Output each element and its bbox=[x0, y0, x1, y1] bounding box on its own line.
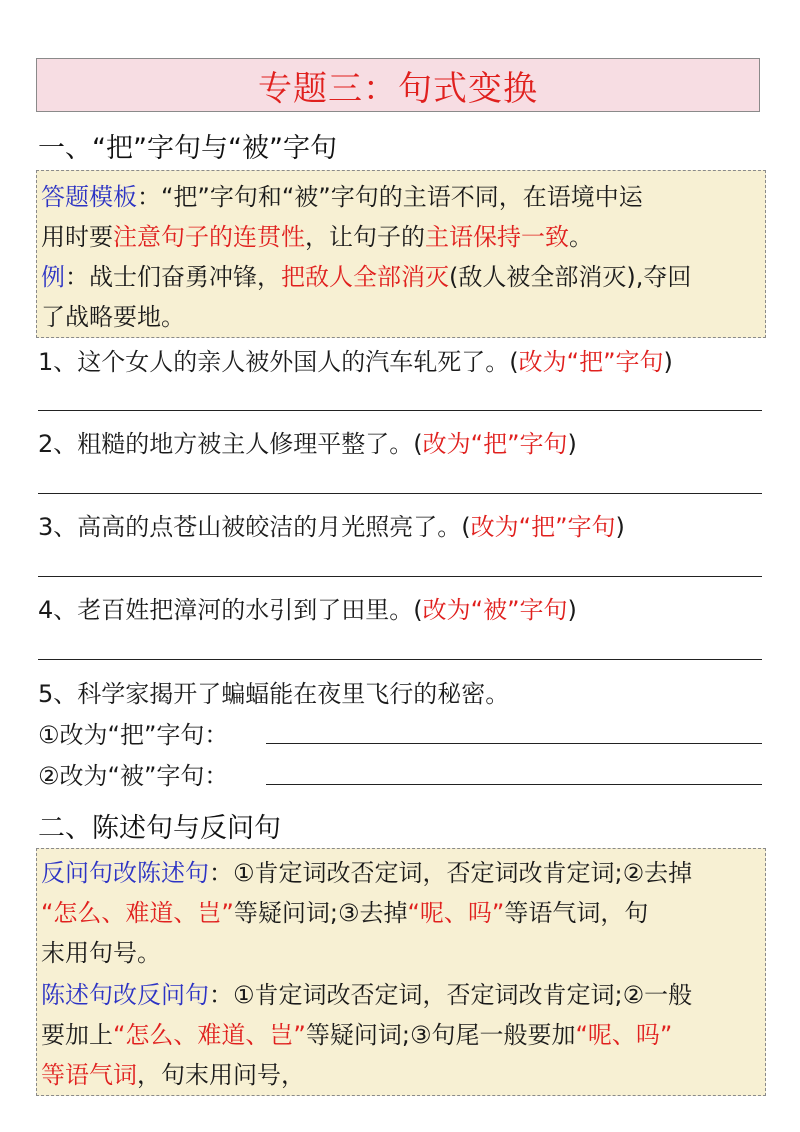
question-4-hint: 改为“被”字句 bbox=[422, 596, 568, 624]
example-text-a: ：战士们奋勇冲锋， bbox=[65, 263, 281, 291]
template-highlight-2: 主语保持一致 bbox=[425, 223, 569, 251]
s2r-highlight-2: “呢、吗” bbox=[575, 1021, 673, 1049]
r2s-text-1: ：①肯定词改否定词，否定词改肯定词;②去掉 bbox=[209, 859, 693, 887]
rules-box bbox=[36, 848, 766, 1096]
template-line-1 bbox=[41, 177, 643, 212]
section1-heading: 一、“把”字句与“被”字句 bbox=[38, 133, 337, 164]
question-2-hint: 改为“把”字句 bbox=[422, 430, 568, 458]
template-text-2a: 用时要 bbox=[41, 223, 113, 251]
s2r-line-3 bbox=[41, 1055, 305, 1090]
question-4-close: ) bbox=[567, 596, 577, 624]
example-line-1 bbox=[41, 257, 691, 292]
s2r-text-2a: 要加上 bbox=[41, 1021, 113, 1049]
section2-heading: 二、陈述句与反问句 bbox=[38, 813, 281, 844]
s2r-text-3b: ，句末用问号， bbox=[137, 1061, 305, 1089]
question-1-hint: 改为“把”字句 bbox=[518, 348, 664, 376]
r2s-line-1 bbox=[41, 853, 692, 888]
answer-line-3[interactable] bbox=[38, 576, 762, 577]
s2r-line-1 bbox=[41, 975, 692, 1010]
s2r-text-2c: 等疑问词;③句尾一般要加 bbox=[305, 1021, 576, 1049]
template-highlight-1: 注意句子的连贯性 bbox=[113, 223, 305, 251]
r2s-line-3: 末用句号。 bbox=[41, 939, 161, 967]
question-1-text: 1、这个女人的亲人被外国人的汽车轧死了。( bbox=[38, 348, 519, 376]
s2r-text-1: ：①肯定词改否定词，否定词改肯定词;②一般 bbox=[209, 981, 693, 1009]
r2s-label: 反问句改陈述句 bbox=[41, 859, 209, 887]
answer-line-5b[interactable] bbox=[266, 784, 762, 785]
question-5a-label: ①改为“把”字句： bbox=[38, 721, 229, 749]
template-text-2e: 。 bbox=[569, 223, 593, 251]
answer-line-2[interactable] bbox=[38, 493, 762, 494]
r2s-highlight-2: “呢、吗” bbox=[407, 899, 505, 927]
question-4-text: 4、老百姓把漳河的水引到了田里。( bbox=[38, 596, 423, 624]
answer-line-1[interactable] bbox=[38, 410, 762, 411]
question-5b-label: ②改为“被”字句： bbox=[38, 762, 229, 790]
question-1-close: ) bbox=[663, 348, 673, 376]
template-text-2c: ，让句子的 bbox=[305, 223, 425, 251]
question-3-close: ) bbox=[615, 513, 625, 541]
question-1 bbox=[38, 342, 673, 377]
s2r-highlight-1: “怎么、难道、岂” bbox=[113, 1021, 306, 1049]
answer-line-4[interactable] bbox=[38, 659, 762, 660]
s2r-highlight-3: 等语气词 bbox=[41, 1061, 137, 1089]
r2s-line-2 bbox=[41, 893, 648, 928]
r2s-text-2b: 等疑问词;③去掉 bbox=[233, 899, 408, 927]
question-2 bbox=[38, 424, 577, 459]
r2s-text-2d: 等语气词，句 bbox=[504, 899, 649, 927]
example-line-2: 了战略要地。 bbox=[41, 303, 185, 331]
s2r-label: 陈述句改反问句 bbox=[41, 981, 209, 1009]
template-line-2 bbox=[41, 217, 593, 252]
question-3 bbox=[38, 507, 625, 542]
question-3-hint: 改为“把”字句 bbox=[470, 513, 616, 541]
example-text-c: (敌人被全部消灭),夺回 bbox=[449, 263, 692, 291]
question-2-close: ) bbox=[567, 430, 577, 458]
example-highlight: 把敌人全部消灭 bbox=[281, 263, 449, 291]
template-text: ：“把”字句和“被”字句的主语不同，在语境中运 bbox=[137, 183, 643, 211]
template-box bbox=[36, 170, 766, 338]
template-label: 答题模板 bbox=[41, 183, 137, 211]
page-title: 专题三：句式变换 bbox=[36, 58, 760, 112]
r2s-highlight-1: “怎么、难道、岂” bbox=[41, 899, 234, 927]
example-label: 例 bbox=[41, 263, 65, 291]
answer-line-5a[interactable] bbox=[266, 743, 762, 744]
question-4 bbox=[38, 590, 577, 625]
question-5: 5、科学家揭开了蝙蝠能在夜里飞行的秘密。 bbox=[38, 680, 510, 708]
s2r-line-2 bbox=[41, 1015, 672, 1050]
question-2-text: 2、粗糙的地方被主人修理平整了。( bbox=[38, 430, 423, 458]
question-3-text: 3、高高的点苍山被皎洁的月光照亮了。( bbox=[38, 513, 471, 541]
